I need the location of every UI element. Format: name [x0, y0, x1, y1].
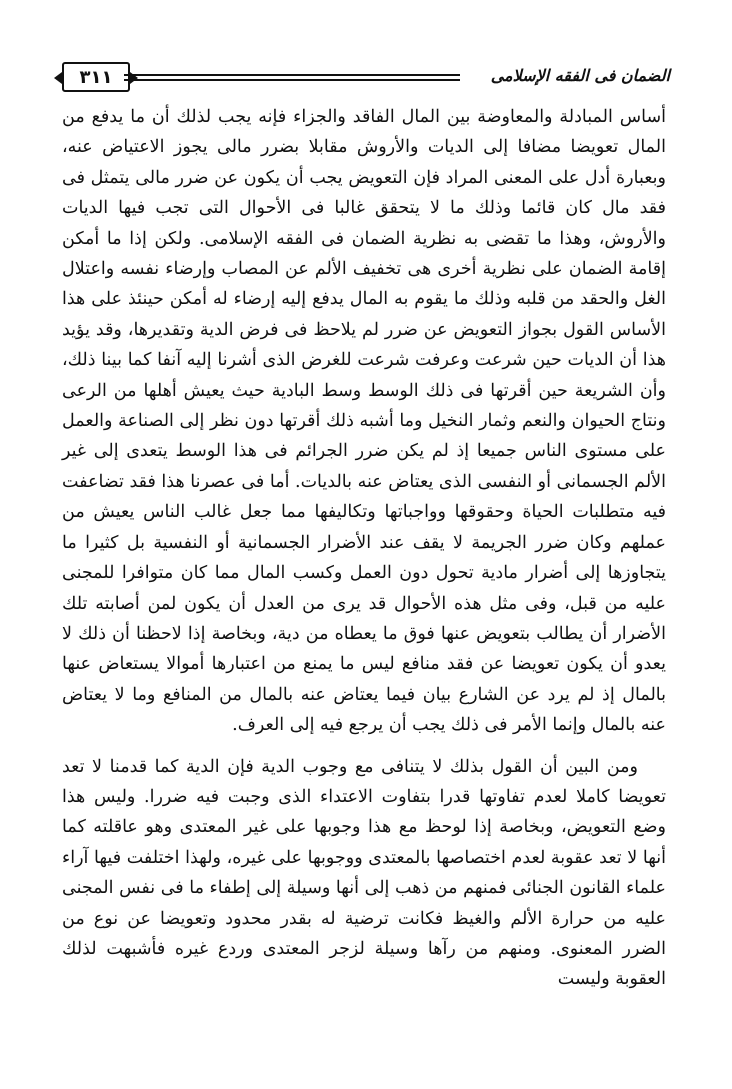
header-rule: [124, 74, 460, 82]
page-header: [62, 62, 670, 104]
running-title: الضمان فى الفقه الإسلامى: [490, 66, 670, 85]
body-text: [62, 102, 666, 995]
page-number: ٣١١: [62, 62, 130, 92]
header-rule-bottom-line: [124, 79, 460, 81]
header-rule-top-line: [124, 74, 460, 76]
paragraph-2: ومن البين أن القول بذلك لا يتنافى مع وجوب الدية فإن الدية كما قدمنا لا تعد تعويضا كاملا لعدم تفاوتها قدرا بتفاوت الاعتداء الذى وجبت فيه ضررا. وليس هذا وضع التعويض، وبخاصة إذا لوحظ مع هذا وجوبها على غير المعتدى وهو عاقلته كما أنها لا تعد عقوبة لعدم اختصاصها بالمعتدى ووجوبها على غيره، ولهذا اختلفت فيها آراء علماء القانون الجنائى فمنهم من ذهب إلى أنها وسيلة إلى إطفاء ما فى نفس المجنى عليه من حرارة الألم والغيظ فكانت ترضية له بقدر محدود وتعويضا عن نوع من الضرر المعنوى. ومنهم من رآها وسيلة لزجر المعتدى وردع غيره فأشبهت لذلك العقوبة وليست: [62, 756, 666, 990]
paragraph-1: أساس المبادلة والمعاوضة بين المال الفاقد والجزاء فإنه يجب لذلك أن ما يدفع من المال تعويضا مضافا إلى الديات والأروش مقابلا بضرر مالى يجوز الاعتياض عنه، وبعبارة أدل على المعنى المراد فإن التعويض يجب أن يكون عن ضرر مالى يتمثل فى فقد مال كان قائما وذلك ما لا يتحقق غالبا فى الأحوال التى تجب فيها الديات والأروش، وهذا ما تقضى به نظرية الضمان فى الفقه الإسلامى. ولكن إذا ما أمكن إقامة الضمان على نظرية أخرى هى تخفيف الألم عن المصاب وإرضاء نفسه واعتلال الغل والحقد من قلبه وذلك ما يقوم به المال يدفع إليه إرضاء له أمكن حينئذ على هذا الأساس القول بجواز التعويض عن ضرر لم يلاحظ فى فرض الدية وتقديرها، وقد يؤيد هذا أن الديات حين شرعت وعرفت شرعت للغرض الذى أشرنا إليه آنفا كما بينا ذلك، وأن الشريعة حين أقرتها فى ذلك الوسط وسط البادية حيث يعيش أهلها من الرعى ونتاج الحيوان والنعم وثمار النخيل وما أشبه ذلك أقرتها دون نظر إلى الصناعة والعمل على مستوى الناس جميعا إذ لم يكن ضرر الجرائم فى هذا الوسط يتعدى إلى غير الألم الجسمانى أو النفسى الذى يعتاض عنه بالديات. أما فى عصرنا هذا فقد تضاعفت فيه متطلبات الحياة وحقوقها وواجباتها وتكاليفها مما جعل غالب الناس يعيش من عملهم وكان ضرر الجريمة لا يقف عند الأضرار الجسمانية أو النفسية بل كثيرا ما يتجاوزها إلى أضرار مادية تحول دون العمل وكسب المال مما كان متوافرا للمجنى عليه من قبل، وفى مثل هذه الأحوال قد يرى من العدل أن يكون لمن أصابته تلك الأضرار أن يطالب بتعويض عنها فوق ما يعطاه من دية، وبخاصة إذا لاحظنا أن ذلك لا يعدو أن يكون تعويضا عن فقد منافع ليس ما يمنع من اعتبارها أموالا يستعاض عنها بالمال إذ لم يرد عن الشارع بيان فيما يعتاض عنه بالمال من المنافع وما لا يعتاض عنه بالمال وإنما الأمر فى ذلك يجب أن يرجع فيه إلى العرف.: [62, 107, 666, 736]
